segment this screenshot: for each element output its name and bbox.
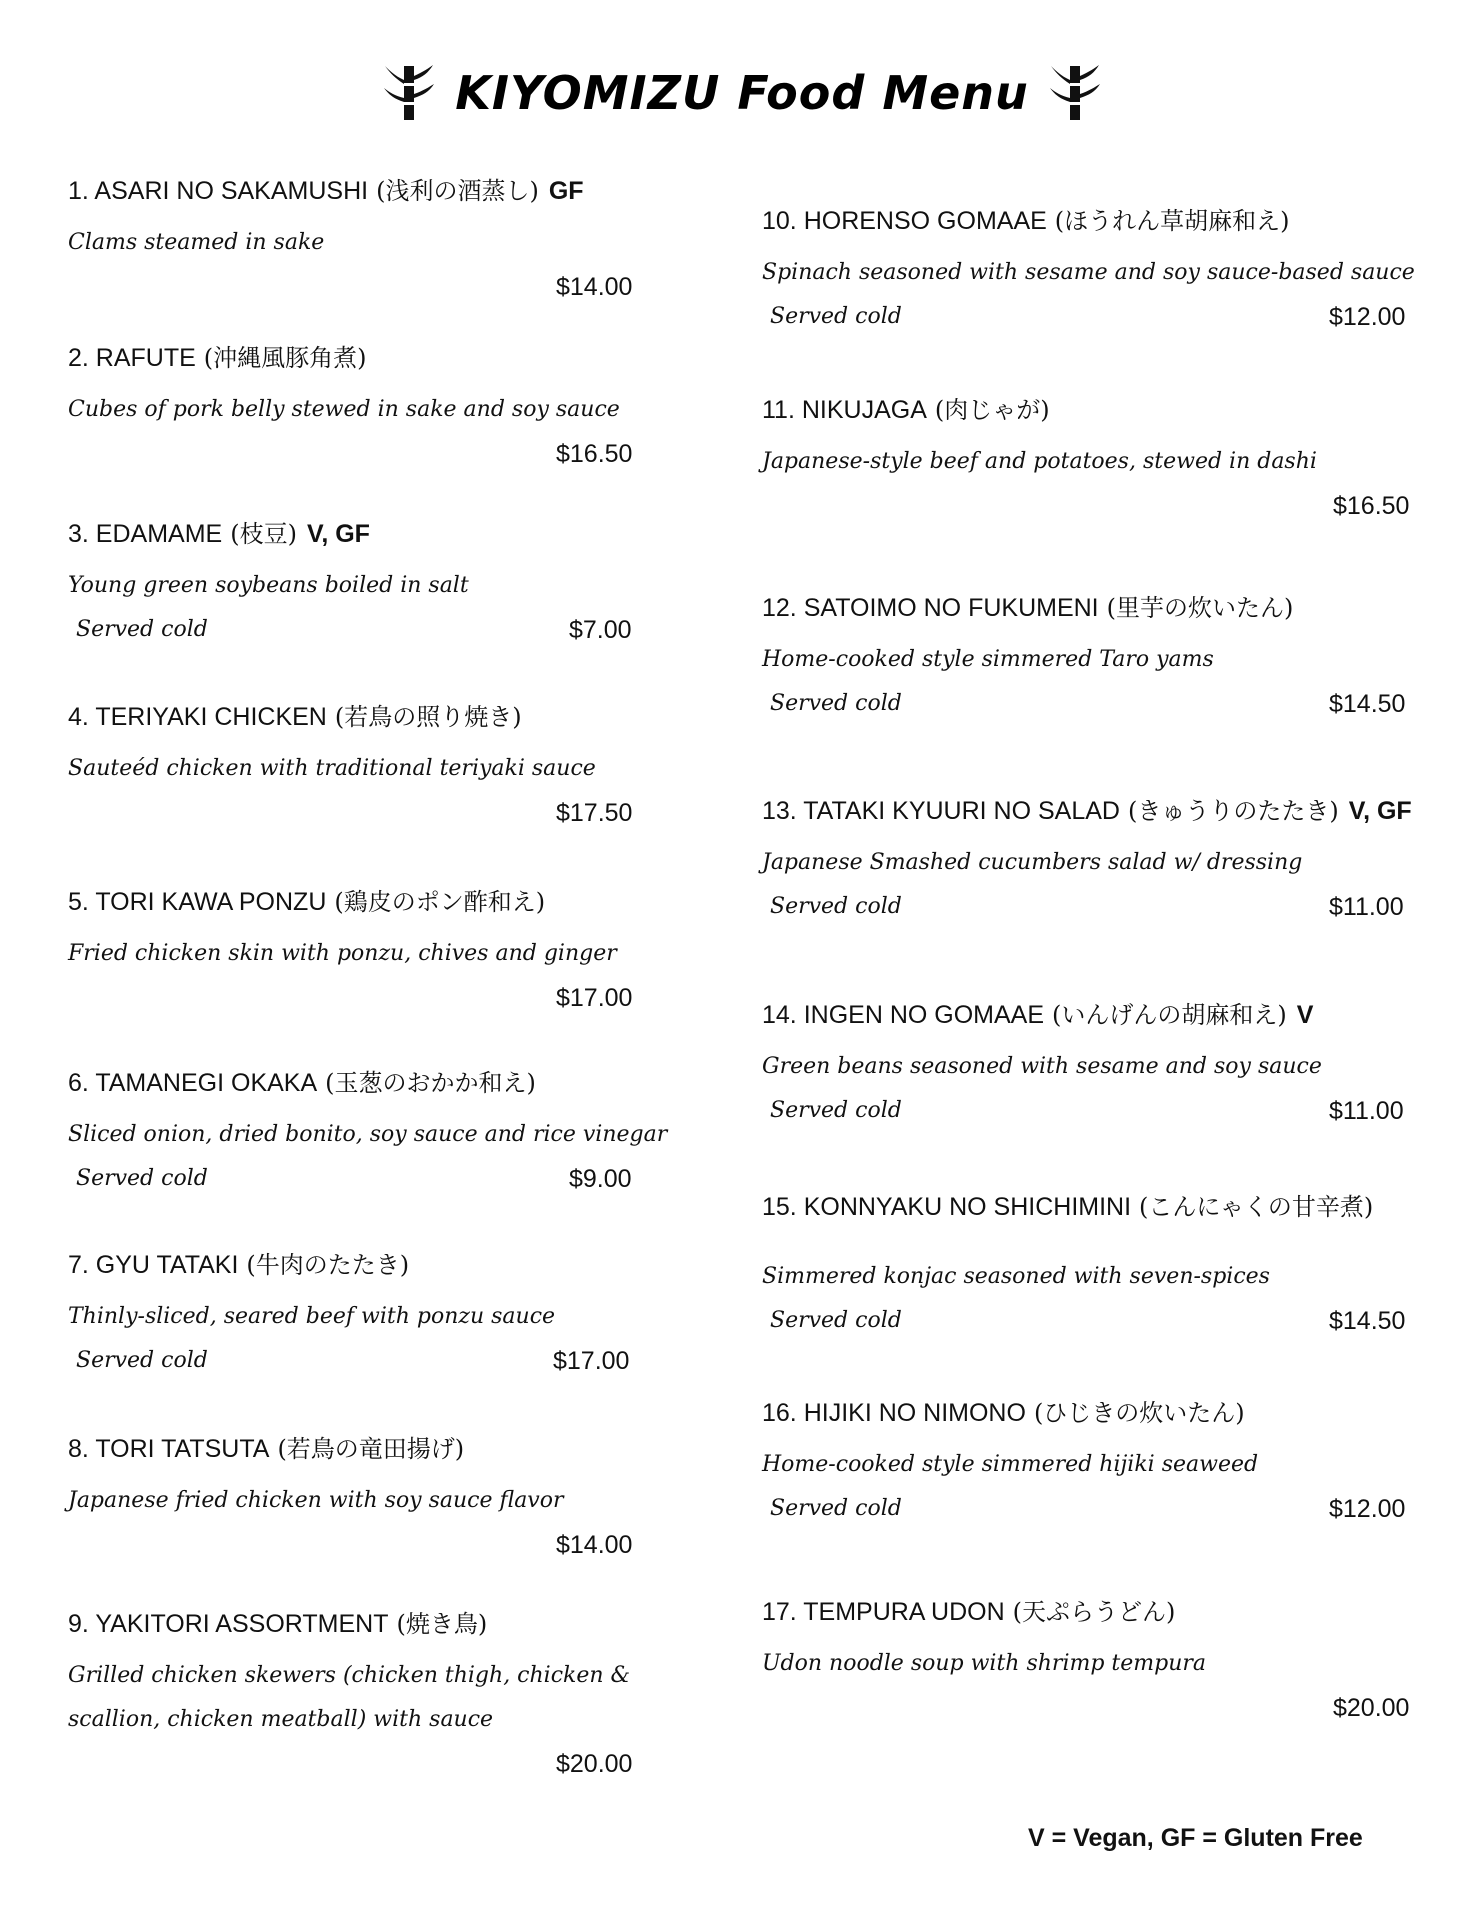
served-cold-note: Served cold — [76, 617, 208, 642]
menu-item-name — [762, 395, 1317, 425]
dish-description: Home-cooked style simmered Taro yams — [762, 647, 1214, 672]
dish-japanese-name: (枝豆) — [230, 520, 297, 548]
price-row — [762, 1089, 1404, 1133]
dish-price: $12.00 — [1329, 303, 1406, 331]
menu-item — [68, 519, 632, 652]
price-row — [68, 608, 632, 652]
dietary-legend: V = Vegan, GF = Gluten Free — [1028, 1824, 1363, 1852]
dish-description: Japanese fried chicken with soy sauce flavor — [68, 1488, 564, 1513]
dish-price: $16.50 — [556, 440, 633, 468]
menu-item-name — [762, 1000, 1322, 1030]
bamboo-icon — [1049, 64, 1101, 122]
dish-name: 8. TORI TATSUTA — [68, 1435, 270, 1463]
price-row — [68, 1523, 633, 1567]
dish-description: Japanese Smashed cucumbers salad w/ dressing — [762, 850, 1303, 875]
price-row — [762, 1487, 1406, 1531]
dish-japanese-name: (里芋の炊いたん) — [1106, 594, 1294, 622]
bamboo-icon — [383, 64, 435, 122]
dish-name: 10. HORENSO GOMAAE — [762, 207, 1047, 235]
menu-item-name — [762, 593, 1293, 623]
price-row — [68, 1157, 667, 1201]
menu-item — [68, 887, 633, 1020]
menu-item — [762, 1398, 1406, 1531]
menu-item-name — [68, 887, 617, 917]
menu-item — [68, 176, 633, 309]
dietary-tag: GF — [548, 177, 584, 205]
menu-item — [68, 1068, 667, 1201]
price-row — [68, 265, 633, 309]
dietary-tag: V, GF — [1348, 797, 1412, 825]
price-row — [762, 682, 1406, 726]
dish-price: $7.00 — [569, 616, 632, 644]
price-row — [762, 1686, 1410, 1730]
menu-item-name — [762, 1398, 1258, 1428]
price-row — [762, 484, 1410, 528]
price-row — [68, 1339, 630, 1383]
dish-description: Grilled chicken skewers (chicken thigh, chicken & — [68, 1663, 631, 1688]
menu-item-name — [68, 702, 596, 732]
menu-item-name — [68, 343, 620, 373]
dish-japanese-name: (肉じゃが) — [934, 396, 1050, 424]
dish-name: 17. TEMPURA UDON — [762, 1598, 1005, 1626]
menu-item — [762, 796, 1412, 929]
dish-name: 11. NIKUJAGA — [762, 396, 927, 424]
dish-japanese-name: (玉葱のおかか和え) — [325, 1069, 536, 1097]
menu-item — [68, 343, 633, 476]
menu-item — [762, 1192, 1406, 1343]
menu-item-name — [762, 1597, 1206, 1627]
menu-item — [762, 1597, 1410, 1730]
menu-item — [762, 395, 1410, 528]
menu-item-name — [762, 206, 1415, 236]
served-cold-note: Served cold — [76, 1166, 208, 1191]
dish-price: $11.00 — [1329, 893, 1404, 921]
dish-name: 5. TORI KAWA PONZU — [68, 888, 327, 916]
price-row — [762, 1299, 1406, 1343]
dish-price: $20.00 — [1333, 1694, 1410, 1722]
dish-description: Green beans seasoned with sesame and soy sauce — [762, 1054, 1322, 1079]
menu-item-name — [762, 1192, 1373, 1222]
dish-name: 9. YAKITORI ASSORTMENT — [68, 1610, 389, 1638]
dish-price: $9.00 — [569, 1165, 632, 1193]
dish-japanese-name: (鶏皮のポン酢和え) — [334, 888, 546, 916]
dish-name: 2. RAFUTE — [68, 344, 196, 372]
price-row — [762, 885, 1412, 929]
dish-description: Thinly-sliced, seared beef with ponzu sauce — [68, 1304, 556, 1329]
dish-description: Cubes of pork belly stewed in sake and soy sauce — [68, 397, 620, 422]
served-cold-note: Served cold — [770, 691, 902, 716]
price-row — [762, 295, 1415, 339]
dish-japanese-name: (若鳥の竜田揚げ) — [277, 1435, 465, 1463]
dish-price: $14.00 — [556, 273, 633, 301]
dish-description: Simmered konjac seasoned with seven-spices — [762, 1264, 1270, 1289]
dish-name: 12. SATOIMO NO FUKUMENI — [762, 594, 1099, 622]
dish-japanese-name: (こんにゃくの甘辛煮) — [1139, 1193, 1374, 1221]
dish-description: Clams steamed in sake — [68, 230, 325, 255]
page-title: KIYOMIZU Food Menu — [455, 66, 1029, 120]
dish-price: $17.00 — [556, 984, 633, 1012]
dish-description: Udon noodle soup with shrimp tempura — [762, 1651, 1207, 1676]
dish-name: 16. HIJIKI NO NIMONO — [762, 1399, 1026, 1427]
dish-price: $14.50 — [1329, 1307, 1406, 1335]
dish-japanese-name: (牛肉のたたき) — [246, 1251, 410, 1279]
menu-item-name — [68, 1434, 564, 1464]
dish-description: Sliced onion, dried bonito, soy sauce and rice vinegar — [68, 1122, 668, 1147]
dish-japanese-name: (ほうれん草胡麻和え) — [1054, 207, 1290, 235]
dish-japanese-name: (若鳥の照り焼き) — [334, 703, 522, 731]
dish-name: 1. ASARI NO SAKAMUSHI — [68, 177, 369, 205]
dietary-tag: V — [1296, 1001, 1314, 1029]
dish-japanese-name: (沖縄風豚角煮) — [203, 344, 367, 372]
dish-description: Home-cooked style simmered hijiki seaweed — [762, 1452, 1259, 1477]
menu-item-name — [68, 1250, 555, 1280]
dish-japanese-name: (きゅうりのたたき) — [1127, 797, 1339, 825]
price-row — [68, 791, 633, 835]
dish-name: 15. KONNYAKU NO SHICHIMINI — [762, 1193, 1132, 1221]
dish-price: $17.00 — [553, 1347, 630, 1375]
menu-item — [762, 206, 1415, 339]
dish-price: $11.00 — [1329, 1097, 1404, 1125]
dish-description: Fried chicken skin with ponzu, chives and ginger — [68, 941, 617, 966]
menu-header — [0, 64, 1484, 122]
dish-price: $12.00 — [1329, 1495, 1406, 1523]
dish-japanese-name: (天ぷらうどん) — [1012, 1598, 1176, 1626]
menu-item-name — [68, 1609, 630, 1639]
dish-description: scallion, chicken meatball) with sauce — [68, 1707, 494, 1732]
served-cold-note: Served cold — [770, 894, 902, 919]
dish-price: $20.00 — [556, 1750, 633, 1778]
dish-price: $17.50 — [556, 799, 633, 827]
dish-name: 14. INGEN NO GOMAAE — [762, 1001, 1045, 1029]
menu-item — [68, 1434, 633, 1567]
dish-price: $14.00 — [556, 1531, 633, 1559]
price-row — [68, 1742, 633, 1786]
menu-item-name — [68, 176, 584, 206]
price-row — [68, 432, 633, 476]
dish-japanese-name: (いんげんの胡麻和え) — [1052, 1001, 1287, 1029]
dish-description: Japanese-style beef and potatoes, stewed in dashi — [762, 449, 1317, 474]
menu-item-name — [762, 796, 1412, 826]
dish-name: 7. GYU TATAKI — [68, 1251, 239, 1279]
dish-description: Young green soybeans boiled in salt — [68, 573, 469, 598]
menu-item — [68, 1609, 633, 1786]
served-cold-note: Served cold — [76, 1348, 208, 1373]
dish-japanese-name: (ひじきの炊いたん) — [1033, 1399, 1245, 1427]
served-cold-note: Served cold — [770, 1308, 902, 1333]
dietary-tag: V, GF — [306, 520, 370, 548]
menu-item — [68, 1250, 630, 1383]
dish-description: Spinach seasoned with sesame and soy sauce-based sauce — [762, 260, 1415, 285]
menu-item-name — [68, 519, 469, 549]
dish-japanese-name: (浅利の酒蒸し) — [376, 177, 539, 205]
dish-japanese-name: (焼き鳥) — [396, 1610, 488, 1638]
menu-item-name — [68, 1068, 667, 1098]
menu-item — [68, 702, 633, 835]
served-cold-note: Served cold — [770, 304, 902, 329]
dish-name: 13. TATAKI KYUURI NO SALAD — [762, 797, 1120, 825]
served-cold-note: Served cold — [770, 1098, 902, 1123]
dish-description: Sauteéd chicken with traditional teriyaki sauce — [68, 756, 596, 781]
menu-item — [762, 1000, 1404, 1133]
dish-price: $16.50 — [1333, 492, 1410, 520]
dish-name: 3. EDAMAME — [68, 520, 223, 548]
price-row — [68, 976, 633, 1020]
served-cold-note: Served cold — [770, 1496, 902, 1521]
menu-item — [762, 593, 1406, 726]
dish-name: 4. TERIYAKI CHICKEN — [68, 703, 327, 731]
dish-name: 6. TAMANEGI OKAKA — [68, 1069, 318, 1097]
dish-price: $14.50 — [1329, 690, 1406, 718]
